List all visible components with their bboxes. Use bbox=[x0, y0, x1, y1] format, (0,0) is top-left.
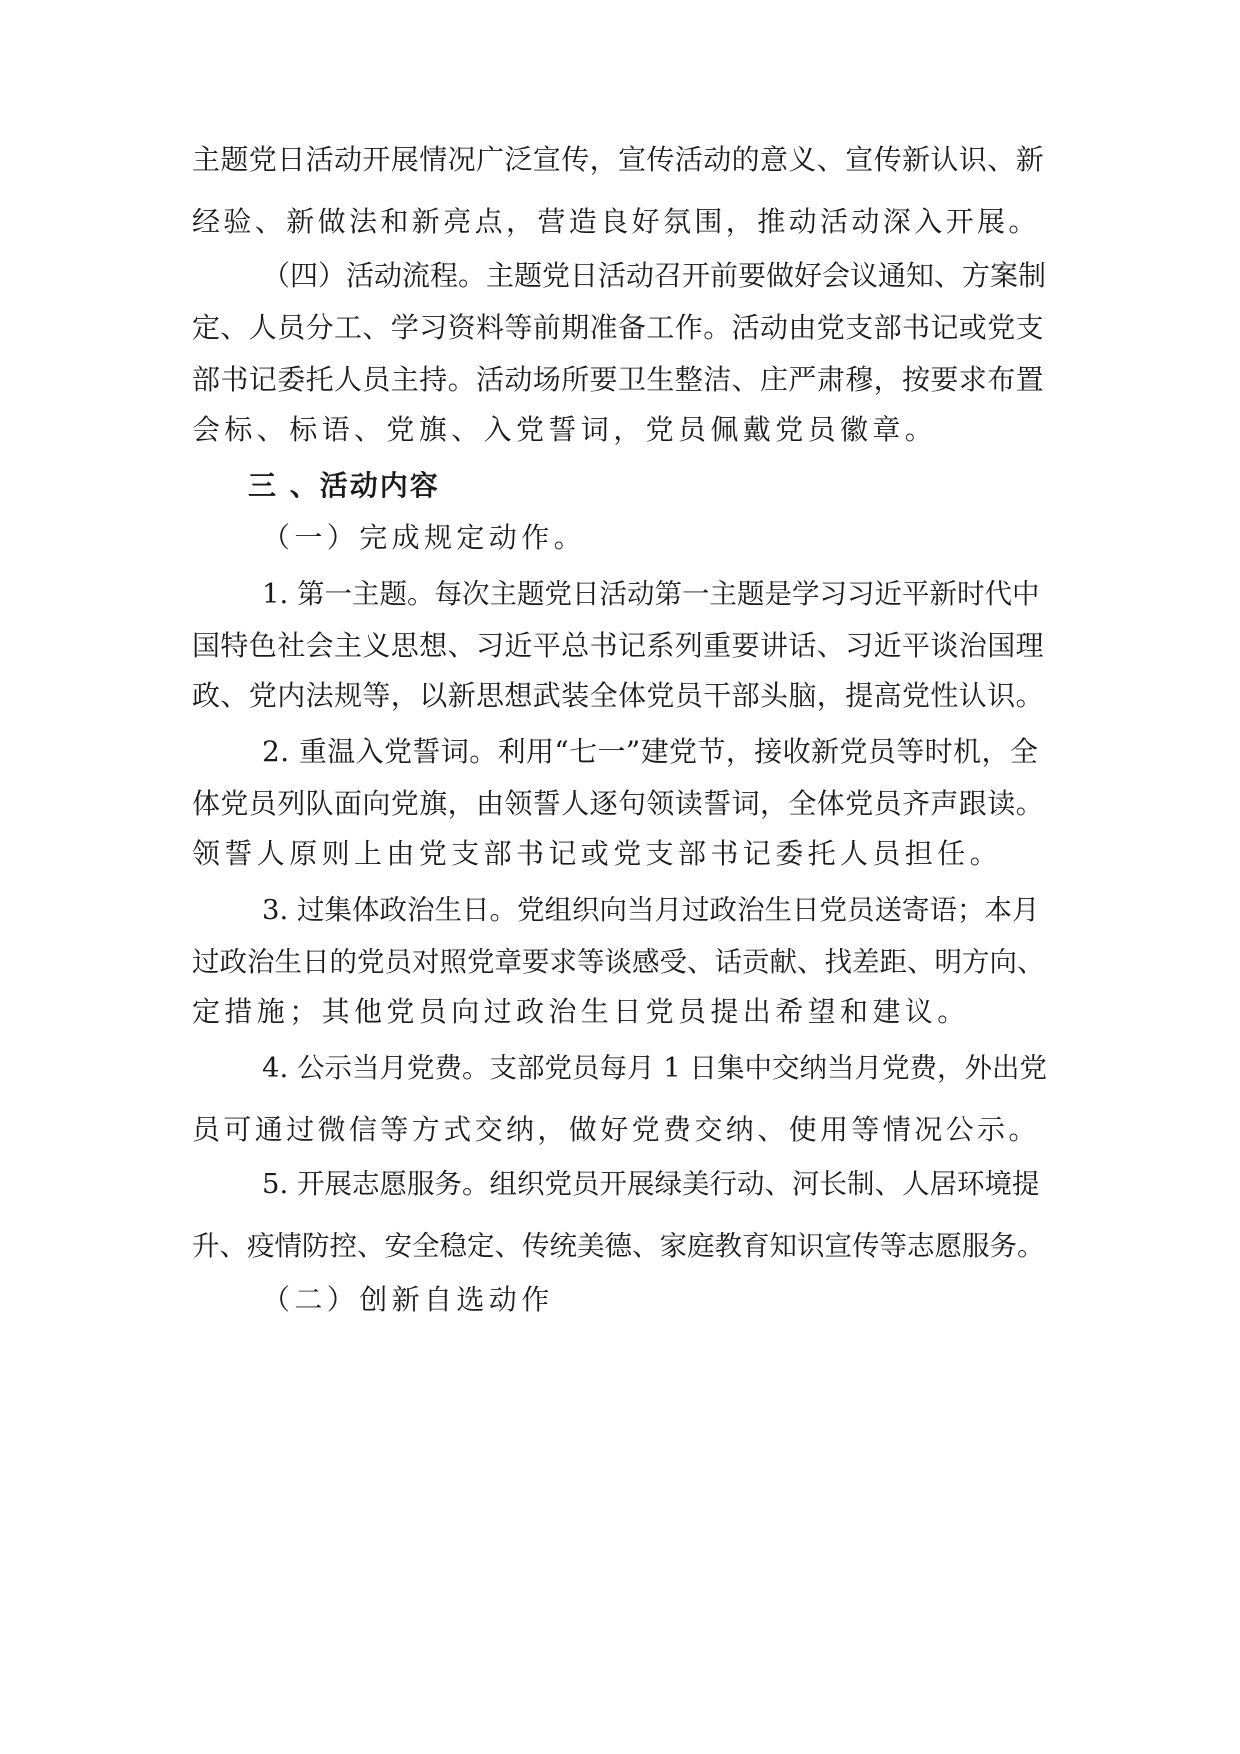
subsection-heading: （一）完成规定动作。 bbox=[262, 521, 587, 554]
paragraph-line: 会标、标语、党旗、入党誓词，党员佩戴党员徽章。 bbox=[192, 413, 938, 446]
paragraph-line: 部书记委托人员主持。活动场所要卫生整洁、庄严肃穆，按要求布置 bbox=[192, 363, 1045, 396]
paragraph-line: 定、人员分工、学习资料等前期准备工作。活动由党支部书记或党支 bbox=[192, 311, 1045, 344]
paragraph-line: （四）活动流程。主题党日活动召开前要做好会议通知、方案制 bbox=[262, 259, 1047, 292]
subsection-heading: （二）创新自选动作 bbox=[262, 1283, 554, 1316]
list-item-line: 4. 公示当月党费。支部党员每月 1 日集中交纳当月党费，外出党 bbox=[262, 1052, 1047, 1084]
list-item-line: 员可通过微信等方式交纳，做好党费交纳、使用等情况公示。 bbox=[192, 1113, 1040, 1146]
section-heading: 三 、活动内容 bbox=[248, 469, 440, 502]
list-item-line: 体党员列队面向党旗，由领誓人逐句领读誓词，全体党员齐声跟读。 bbox=[192, 787, 1045, 820]
list-item-line: 5. 开展志愿服务。组织党员开展绿美行动、河长制、人居环境提 bbox=[262, 1168, 1040, 1200]
paragraph-line: 主题党日活动开展情况广泛宣传，宣传活动的意义、宣传新认识、新 bbox=[192, 143, 1045, 176]
list-item-line: 政、党内法规等，以新思想武装全体党员干部头脑，提高党性认识。 bbox=[192, 679, 1045, 712]
list-item-line: 领誓人原则上由党支部书记或党支部书记委托人员担任。 bbox=[192, 837, 1003, 870]
list-item-line: 升、疫情防控、安全稳定、传统美德、家庭教育知识宣传等志愿服务。 bbox=[192, 1230, 1045, 1262]
list-item-line: 国特色社会主义思想、习近平总书记系列重要讲话、习近平谈治国理 bbox=[192, 629, 1045, 662]
paragraph-line: 经验、新做法和新亮点，营造良好氛围，推动活动深入开展。 bbox=[192, 205, 1040, 238]
list-item-line: 3. 过集体政治生日。党组织向当月过政治生日党员送寄语；本月 bbox=[262, 894, 1040, 926]
list-item-line: 过政治生日的党员对照党章要求等谈感受、话贡献、找差距、明方向、 bbox=[192, 946, 1045, 978]
list-item-line: 2. 重温入党誓词。利用“七一”建党节，接收新党员等时机，全 bbox=[262, 735, 1039, 768]
list-item-line: 定措施；其他党员向过政治生日党员提出希望和建议。 bbox=[192, 995, 970, 1028]
list-item-line: 1. 第一主题。每次主题党日活动第一主题是学习习近平新时代中 bbox=[262, 578, 1040, 610]
